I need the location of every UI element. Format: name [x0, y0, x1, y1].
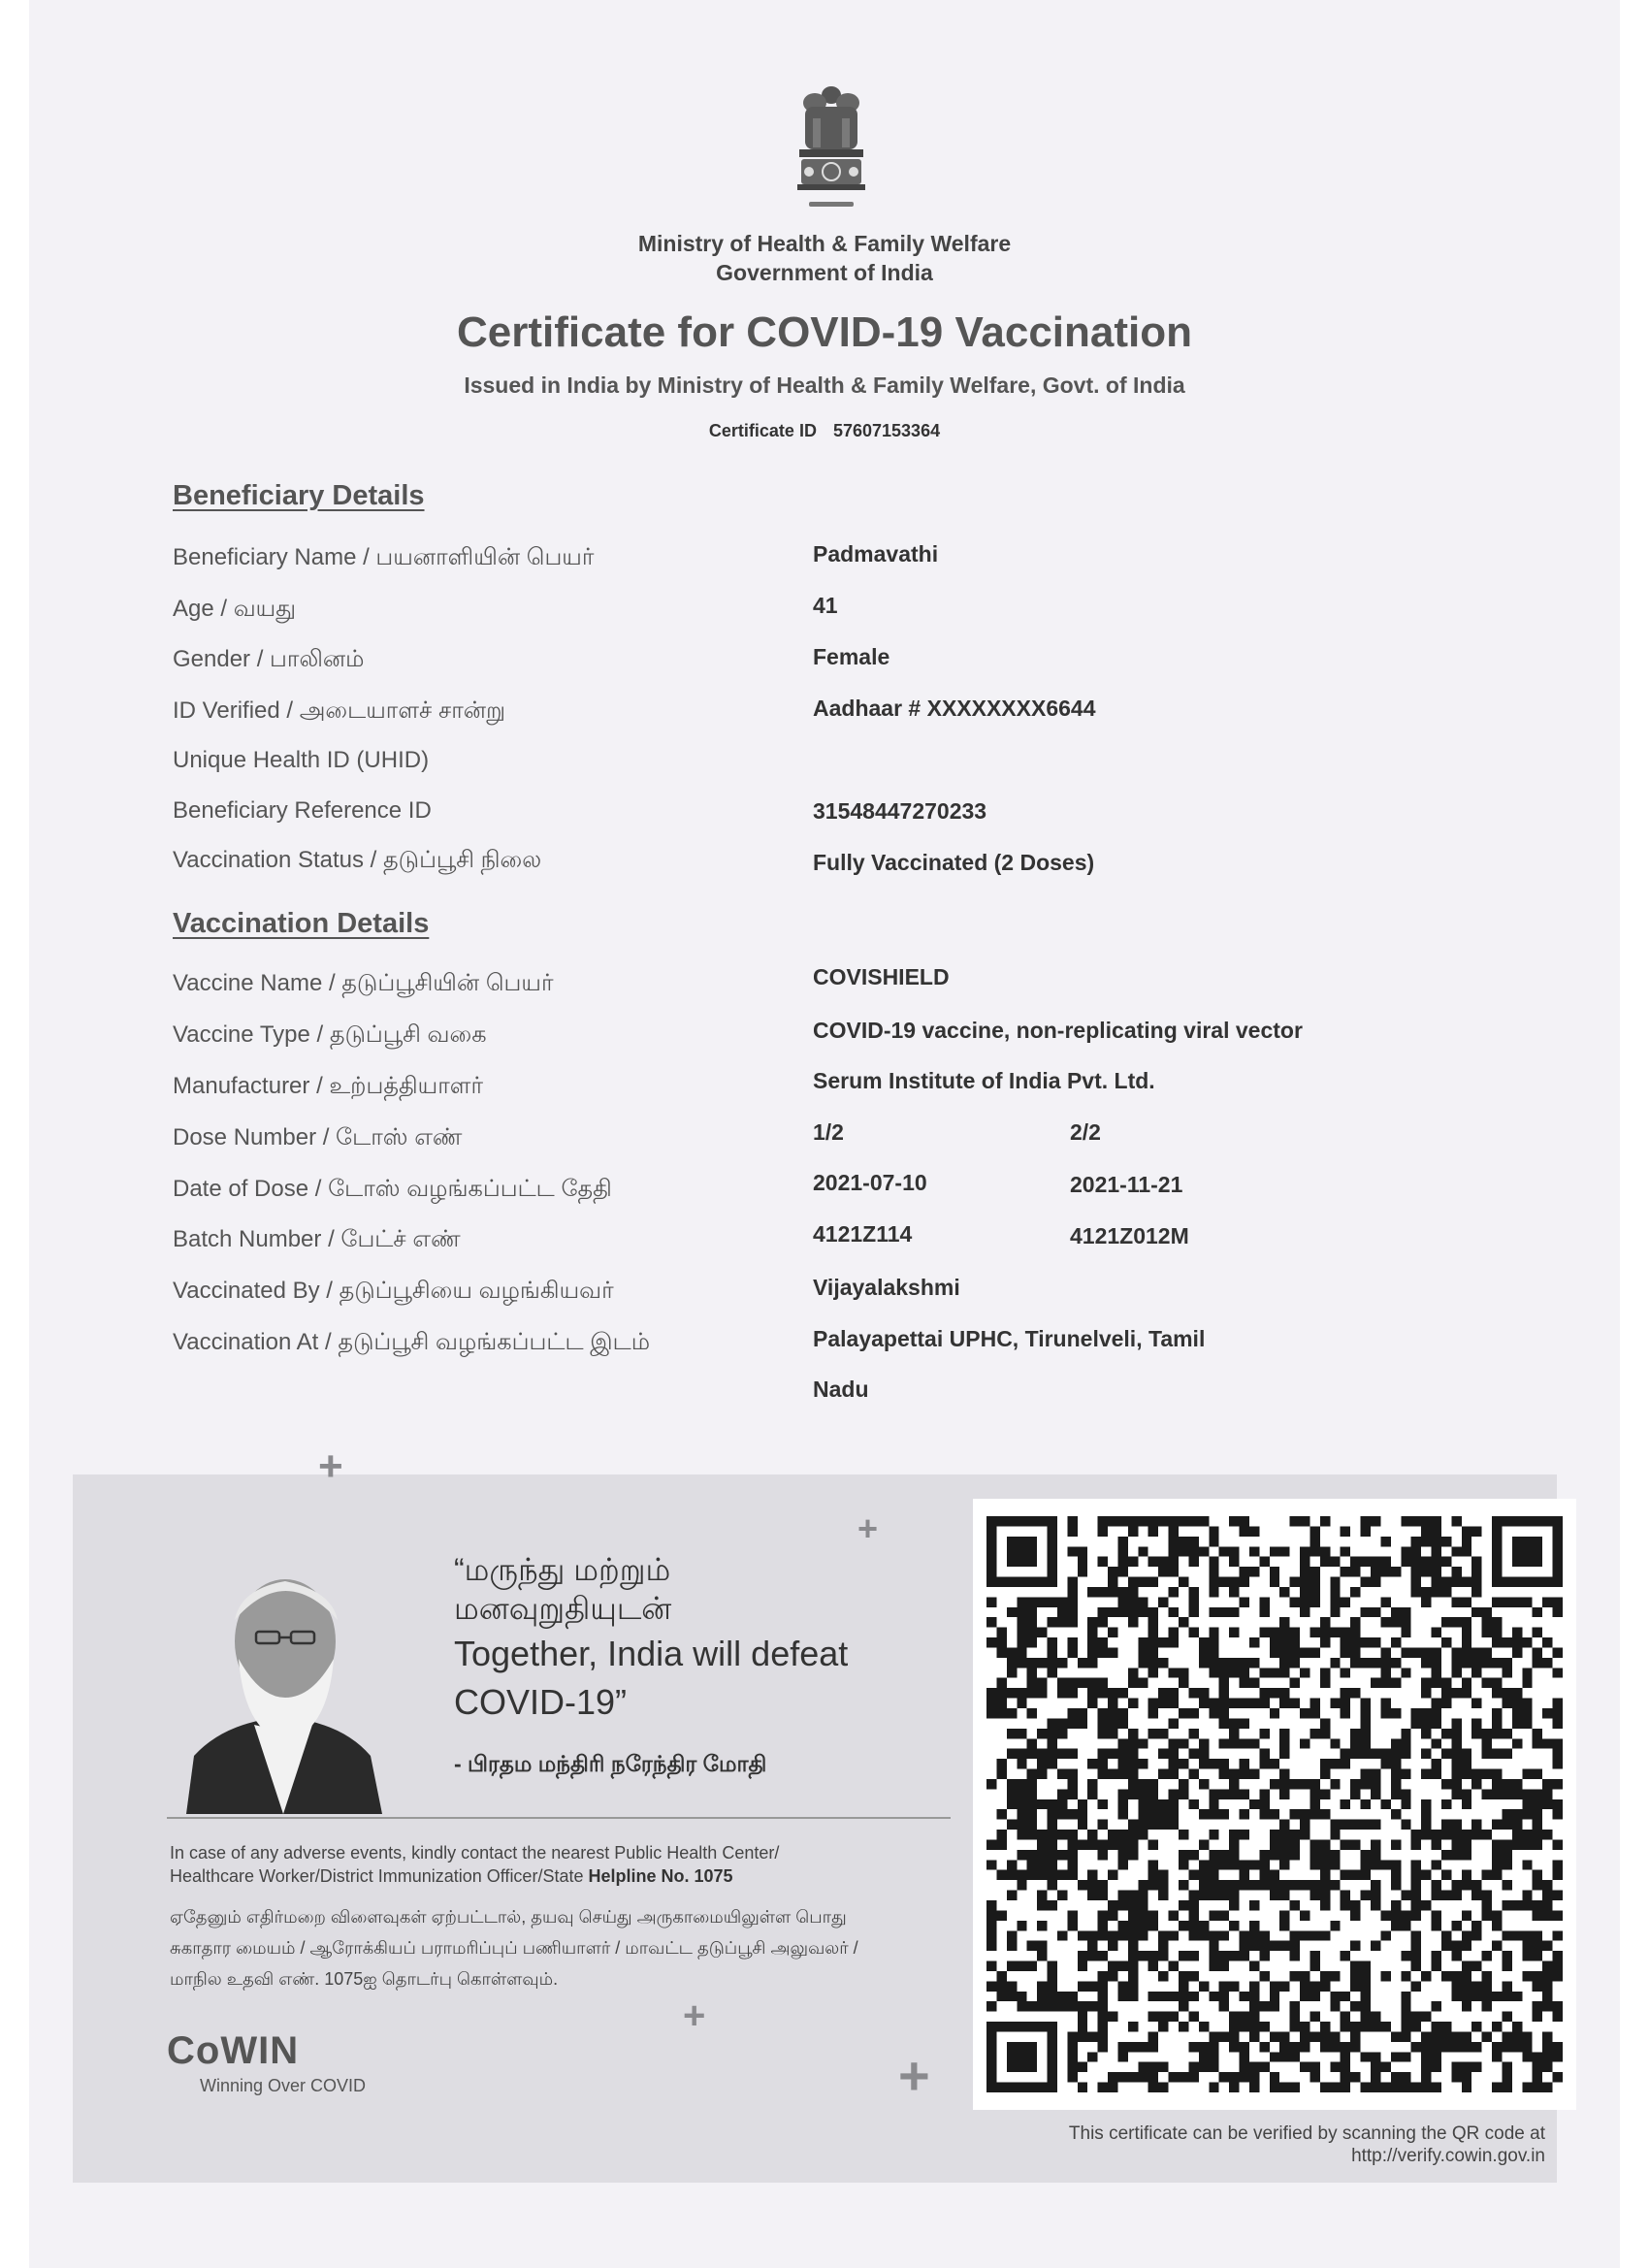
- vaccinated-by-label: Vaccinated By / தடுப்பூசியை வழங்கியவர்: [173, 1278, 614, 1304]
- reference-id-label: Beneficiary Reference ID: [173, 797, 432, 824]
- qr-code-icon[interactable]: [986, 1513, 1563, 2095]
- date-of-dose-label: Date of Dose / டோஸ் வழங்கப்பட்ட தேதி: [173, 1176, 612, 1202]
- helpline-number: Helpline No. 1075: [588, 1866, 733, 1886]
- manufacturer-label: Manufacturer / உற்பத்தியாளர்: [173, 1073, 483, 1099]
- manufacturer-value: Serum Institute of India Pvt. Ltd.: [813, 1068, 1155, 1093]
- banner-divider: [167, 1817, 951, 1819]
- national-emblem-icon: [788, 81, 875, 227]
- plus-decoration-icon: +: [318, 1442, 343, 1490]
- cowin-tagline: Winning Over COVID: [200, 2076, 367, 2095]
- vaccinated-by-value: Vijayalakshmi: [813, 1275, 960, 1300]
- batch-number-2: 4121Z012M: [1070, 1223, 1189, 1248]
- notice-tamil-line3: மாநில உதவி எண். 1075ஐ தொடர்பு கொள்ளவும்.: [170, 1969, 559, 1989]
- verify-url-link[interactable]: http://verify.cowin.gov.in: [1351, 2146, 1545, 2166]
- id-verified-value: Aadhaar # XXXXXXXX6644: [813, 696, 1096, 721]
- certificate-id-line: [0, 421, 1649, 441]
- vaccine-type-label: Vaccine Type / தடுப்பூசி வகை: [173, 1021, 487, 1048]
- vaccination-status-value: Fully Vaccinated (2 Doses): [813, 850, 1095, 875]
- certificate-subtitle: Issued in India by Ministry of Health & Family Welfare, Govt. of India: [464, 373, 1185, 398]
- cowin-logo: CoWIN: [167, 2029, 300, 2072]
- qr-code-frame[interactable]: [973, 1499, 1576, 2110]
- verify-instruction: This certificate can be verified by scanning the QR code at: [1068, 2123, 1545, 2144]
- vaccine-name-label: Vaccine Name / தடுப்பூசியின் பெயர்: [173, 970, 554, 996]
- reference-id-value: 31548447270233: [813, 798, 987, 824]
- vaccination-status-label: Vaccination Status / தடுப்பூசி நிலை: [173, 847, 542, 873]
- batch-number-label: Batch Number / பேட்ச் எண்: [173, 1226, 461, 1252]
- quote-english-line1: Together, India will defeat: [454, 1634, 849, 1673]
- vaccinated-at-label: Vaccination At / தடுப்பூசி வழங்கப்பட்ட இடம்: [173, 1329, 650, 1355]
- age-value: 41: [813, 593, 838, 618]
- date-of-dose-2: 2021-11-21: [1070, 1172, 1183, 1197]
- certificate-id-value: 57607153364: [832, 421, 941, 440]
- gender-label: Gender / பாலினம்: [173, 646, 365, 672]
- plus-decoration-icon: +: [898, 2045, 930, 2106]
- qr-modules: [986, 1516, 1563, 2092]
- plus-decoration-icon: +: [683, 1994, 706, 2037]
- quote-attribution: - பிரதம மந்திரி நரேந்திர மோதி: [454, 1751, 767, 1776]
- plus-decoration-icon: +: [857, 1508, 879, 1548]
- vaccine-name-value: COVISHIELD: [813, 964, 950, 989]
- vaccine-type-value: COVID-19 vaccine, non-replicating viral vector: [813, 1018, 1303, 1043]
- beneficiary-details-heading: Beneficiary Details: [173, 480, 425, 511]
- gender-value: Female: [813, 644, 890, 669]
- dose-number-label: Dose Number / டோஸ் எண்: [173, 1124, 463, 1150]
- government-name: Government of India: [716, 260, 933, 285]
- quote-tamil-line1: “மருந்து மற்றும்: [454, 1552, 671, 1587]
- dose-number-2: 2/2: [1070, 1119, 1101, 1145]
- batch-number-1: 4121Z114: [813, 1221, 913, 1247]
- prime-minister-portrait-icon: [167, 1552, 400, 1814]
- vaccinated-at-line1: Palayapettai UPHC, Tirunelveli, Tamil: [813, 1326, 1206, 1351]
- quote-english-line2: COVID-19”: [454, 1682, 628, 1722]
- notice-english-line2-text: Healthcare Worker/District Immunization Officer/State: [170, 1866, 584, 1886]
- beneficiary-name-label: Beneficiary Name / பயனாளியின் பெயர்: [173, 544, 595, 570]
- id-verified-label: ID Verified / அடையாளச் சான்று: [173, 697, 506, 724]
- notice-english-line1: In case of any adverse events, kindly contact the nearest Public Health Center/: [170, 1843, 780, 1863]
- vaccinated-at-line2: Nadu: [813, 1377, 869, 1402]
- age-label: Age / வயது: [173, 596, 297, 622]
- quote-tamil-line2: மனவுறுதியுடன்: [454, 1591, 672, 1626]
- date-of-dose-1: 2021-07-10: [813, 1170, 927, 1195]
- notice-tamil-line1: ஏதேனும் எதிர்மறை விளைவுகள் ஏற்பட்டால், தயவு செய்து அருகாமையிலுள்ள பொது: [170, 1907, 847, 1927]
- vaccination-details-heading: Vaccination Details: [173, 908, 430, 939]
- notice-english-line2: [170, 1866, 733, 1887]
- certificate-id-label: Certificate ID: [708, 421, 817, 440]
- dose-number-1: 1/2: [813, 1119, 844, 1145]
- beneficiary-name-value: Padmavathi: [813, 541, 939, 567]
- certificate-title: Certificate for COVID-19 Vaccination: [457, 308, 1192, 356]
- ministry-name: Ministry of Health & Family Welfare: [637, 231, 1012, 256]
- notice-tamil-line2: சுகாதார மையம் / ஆரோக்கியப் பராமரிப்புப் பணியாளர் / மாவட்ட தடுப்பூசி அலுவலர் /: [170, 1938, 858, 1958]
- uhid-label: Unique Health ID (UHID): [173, 747, 430, 773]
